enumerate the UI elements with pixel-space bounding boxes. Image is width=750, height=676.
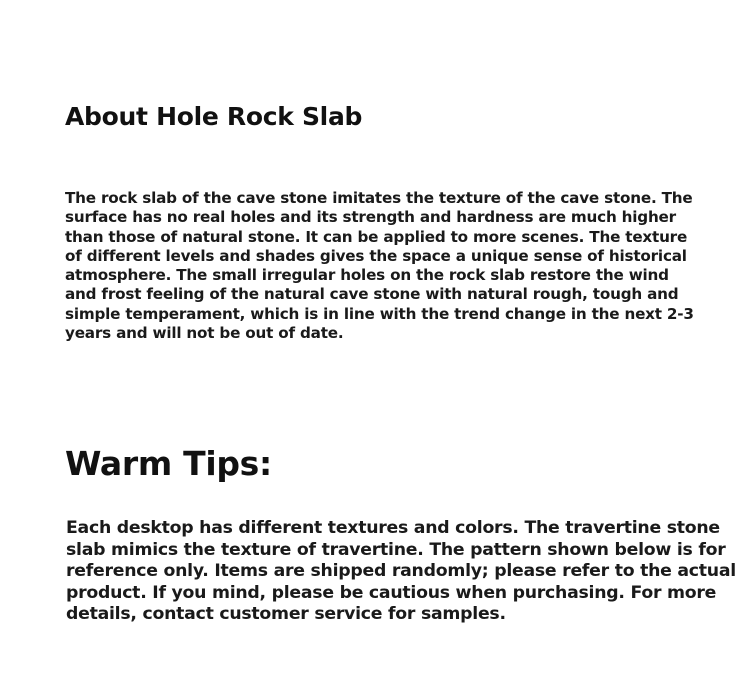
about-description: The rock slab of the cave stone imitates the texture of the cave stone. The surface has no real holes and its strength and hardness are much higher than those of natural stone. It can be applied to more scenes. The texture of different levels and shades gives the space a unique sense of historical atmosphere. The small irregular holes on the rock slab restore the wind and frost feeling of the natural cave stone with natural rough, tough and simple temperament, which is in line with the trend change in the next 2-3 years and will not be out of date. bbox=[65, 189, 694, 343]
warm-tips-title: Warm Tips: bbox=[65, 444, 272, 483]
warm-tips-description: Each desktop has different textures and colors. The travertine stone slab mimics the texture of travertine. The pattern shown below is for reference only. Items are shipped randomly; please refer to the actual product. If you mind, please be cautious when purchasing. For more details, contact customer service for samples. bbox=[66, 518, 736, 624]
about-title: About Hole Rock Slab bbox=[65, 102, 363, 131]
